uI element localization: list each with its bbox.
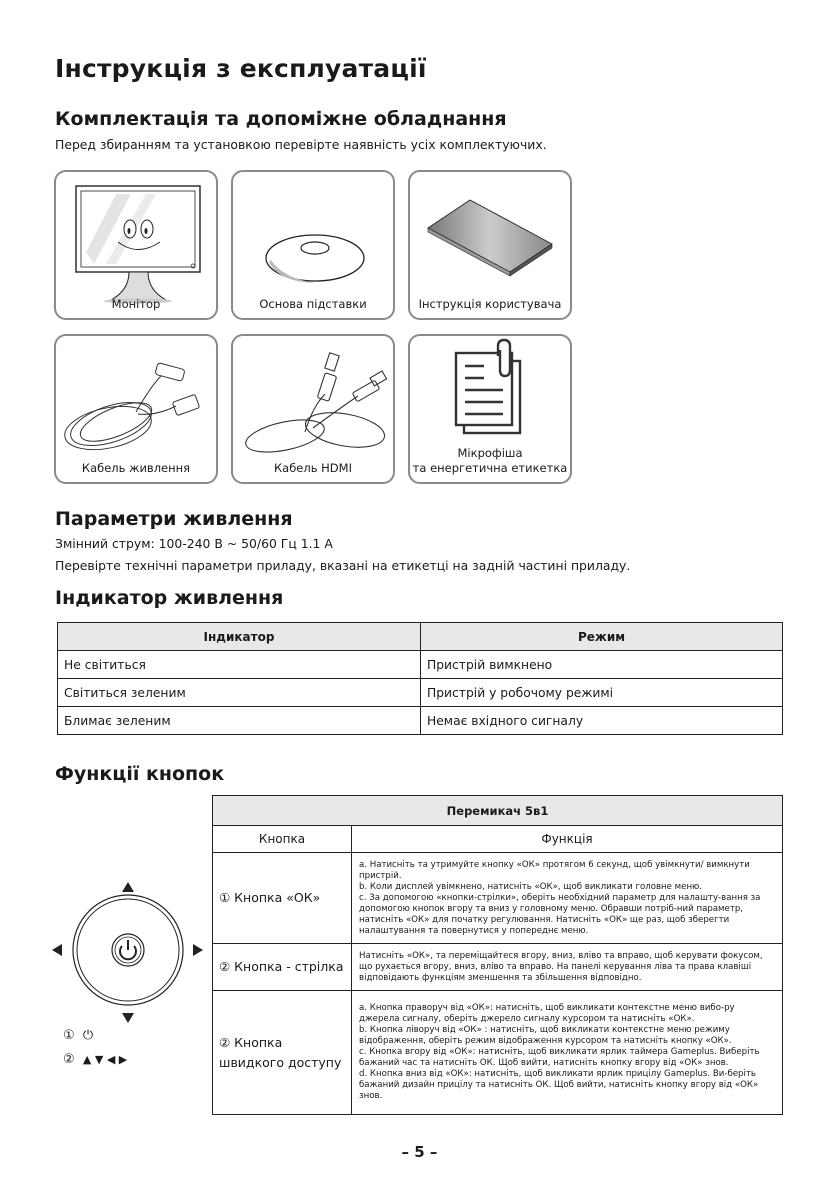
item-card-manual [408,170,572,320]
table-row [213,991,783,1115]
item-card-hdmi-cable [231,334,395,484]
item-label: Кабель живлення [81,461,191,475]
button-name: ② Кнопка швидкого доступу [213,991,352,1115]
page-number: – 5 – [401,1143,438,1161]
arrow-down-icon [122,1013,134,1023]
power-heading: Параметри живлення [55,508,293,530]
power-icon: ⏻ [82,1028,94,1043]
arrow-keys-icon: ▲ ▼ ◀ ▶ [82,1053,128,1066]
mode-cell: Пристрій вимкнено [421,651,783,679]
power-icon [120,940,136,959]
table-row [58,707,783,735]
buttons-table [212,795,783,1115]
item-label: Кабель HDMI [274,461,352,475]
indicator-cell: Блимає зеленим [58,707,421,735]
package-heading: Комплектація та допоміжне обладнання [55,108,507,130]
legend-row-2: ② ▲ ▼ ◀ ▶ [63,1052,128,1067]
column-header: Індикатор [58,623,421,651]
joystick-legend [63,1024,127,1072]
table-title-row [213,796,783,826]
table-header-row [58,623,783,651]
package-intro: Перед збиранням та установкою перевірте наявність усіх комплектуючих. [55,137,547,152]
table-row [58,651,783,679]
item-label-line2: та енергетична етикетка [412,461,568,475]
table-row [213,853,783,944]
button-name: ② Кнопка - стрілка [213,944,352,991]
item-label-line1: Мікрофіша [457,446,523,460]
arrow-right-icon [193,944,203,956]
table-header-row [213,826,783,853]
joystick-diagram [48,878,208,1028]
button-function: a. Кнопка праворуч від «ОК»: натисніть, щоб викликати контекстне меню вибо-ру джерела сигналу, оберіть джерело сигналу курсором та натисніть «ОК». b. Кнопка ліворуч від «ОК» : натисніть, щоб викликати контекстне меню режиму відображення, оберіть режим відображення курсором та натисніть кнопку «ОК». c. Кнопка вгору від «ОК»: натисніть, щоб викликати ярлик таймера Gameplus. Виберіть бажаний час та натисніть ОК. Щоб вийти, натисніть кнопку вгору від «ОК» знов. d. Кнопка вниз від «ОК»: натисніть, щоб викликати ярлик прицілу Gameplus. Ви-беріть бажаний дизайн прицілу та натисніть ОК. Щоб вийти, натисніть кнопку вгору від «ОК» знов. [352,991,783,1115]
column-header: Кнопка [213,826,352,853]
item-label: Монітор [111,297,161,311]
page-title: Інструкція з експлуатації [55,54,427,83]
indicator-table [57,622,783,735]
table-row [213,944,783,991]
column-header: Режим [421,623,783,651]
item-label: Основа підставки [259,297,367,311]
arrow-left-icon [52,944,62,956]
table-title: Перемикач 5в1 [213,796,783,826]
table-row [58,679,783,707]
button-function: a. Натисніть та утримуйте кнопку «ОК» протягом 6 секунд, щоб увімкнути/ вимкнути пристрій. b. Коли дисплей увімкнено, натисніть «ОК», щоб викликати головне меню. c. За допомогою «кнопки-стрілки», оберіть необхідний параметр для налашту-вання за допомогою кнопок вгору та вниз у головному меню. Обравши потріб-ний параметр, натисніть «ОК» для початку регулювання. Натисніть «ОК» ще раз, щоб зберегти налаштування та повернутися у попереднє меню. [352,853,783,944]
item-label: Інструкція користувача [418,297,562,311]
button-name: ① Кнопка «ОК» [213,853,352,944]
indicator-cell: Світиться зеленим [58,679,421,707]
legend-row-1: ① ⏻ [63,1028,94,1043]
mode-cell: Немає вхідного сигналу [421,707,783,735]
button-function: Натисніть «ОК», та переміщайтеся вгору, вниз, вліво та вправо, щоб керувати фокусом, що рухається вгору, вниз, вліво та вправо. На панелі керування ліва та права клавіші відповідають функціям зменшення та збільшення відповідно. [352,944,783,991]
item-label [410,446,570,476]
item-card-stand-base [231,170,395,320]
power-note: Перевірте технічні параметри приладу, вказані на етикетці на задній частині приладу. [55,558,631,573]
buttons-heading: Функції кнопок [55,763,225,785]
mode-cell: Пристрій у робочому режимі [421,679,783,707]
item-card-monitor [54,170,218,320]
indicator-heading: Індикатор живлення [55,587,284,609]
arrow-up-icon [122,882,134,892]
item-card-microfiche [408,334,572,484]
indicator-cell: Не світиться [58,651,421,679]
column-header: Функція [352,826,783,853]
power-spec: Змінний струм: 100-240 В ~ 50/60 Гц 1.1 А [55,536,333,551]
item-card-power-cable [54,334,218,484]
